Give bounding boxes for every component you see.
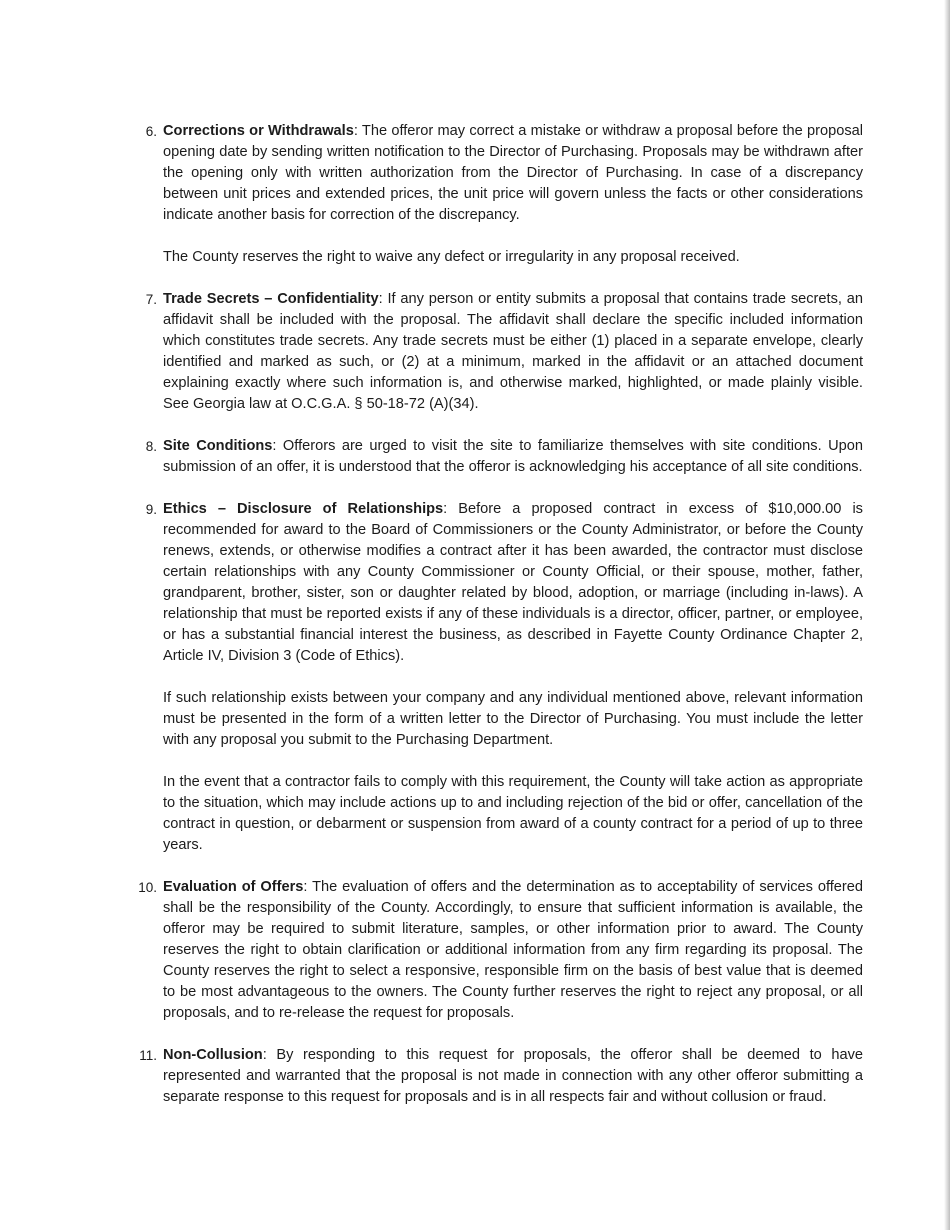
item-heading: Corrections or Withdrawals [163, 123, 354, 139]
item-number: 10. [138, 880, 157, 895]
item-heading: Site Conditions [163, 438, 273, 454]
item-text: : The offeror may correct a mistake or withdraw a proposal before the proposal opening date by sending written notification to the Director of Purchasing. Proposals may be withdrawn after the opening only with written authorization from the Director of Purchasing. In case of a discrepancy between unit prices and extended prices, the unit price will govern unless the facts or other considerations indicate another basis for correction of the discrepancy. [163, 123, 864, 223]
item-text: : Before a proposed contract in excess of $10,000.00 is recommended for award to the Board of Commissioners or the County Administrator, or before the County renews, extends, or otherwise modifies a contract after it has been awarded, the contractor must disclose certain relationships with any County Commissioner or County Official, or their spouse, mother, father, grandparent, brother, sister, son or daughter related by blood, adoption, or marriage (including in-laws). A relationship that must be reported exists if any of these individuals is a director, officer, partner, or employee, or has a substantial financial interest the business, as described in Fayette County Ordinance Chapter 2, Article IV, Division 3 (Code of Ethics). [163, 501, 863, 664]
list-item-9 [145, 499, 863, 856]
item-heading: Evaluation of Offers [163, 879, 304, 895]
list-item-6 [145, 121, 864, 268]
item-number: 7. [145, 292, 157, 307]
item-number: 9. [145, 502, 157, 517]
item-text: : If any person or entity submits a proposal that contains trade secrets, an affidavit shall be included with the proposal. The affidavit shall declare the specific included information which constitutes trade secrets. Any trade secrets must be either (1) placed in a separate envelope, clearly identified and marked as such, or (2) at a minimum, marked in the affidavit or an attached document explaining exactly where such information is, and otherwise marked, highlighted, or made plainly visible. See Georgia law at O.C.G.A. § 50-18-72 (A)(34). [163, 291, 863, 412]
item-number: 8. [145, 439, 157, 454]
item-number: 11. [139, 1048, 157, 1063]
item-number: 6. [145, 124, 157, 139]
item-text: : The evaluation of offers and the determination as to acceptability of services offered shall be the responsibility of the County. Accordingly, to ensure that sufficient information is available, the offeror may be required to submit literature, samples, or other information prior to award. The County reserves the right to obtain clarification or additional information from any firm regarding its proposal. The County reserves the right to select a responsive, responsible firm on the basis of best value that is deemed to be most advantageous to the owners. The County further reserves the right to reject any proposal, or all proposals, and to re-release the request for proposals. [163, 879, 863, 1021]
item-heading: Ethics – Disclosure of Relationships [163, 501, 444, 517]
list-item-10 [138, 877, 863, 1024]
item-heading: Non-Collusion [163, 1047, 263, 1063]
numbered-list [0, 121, 950, 1108]
list-item-7 [145, 289, 863, 415]
list-item-8 [145, 436, 863, 478]
item-paragraph: If such relationship exists between your company and any individual mentioned above, relevant information must be presented in the form of a written letter to the Director of Purchasing. You must include the letter with any proposal you submit to the Purchasing Department. [163, 690, 863, 748]
item-text: : By responding to this request for proposals, the offeror shall be deemed to have represented and warranted that the proposal is not made in connection with any other offeror submitting a separate response to this request for proposals and is in all respects fair and without collusion or fraud. [163, 1047, 863, 1105]
item-text: : Offerors are urged to visit the site to familiarize themselves with site conditions. Upon submission of an offer, it is understood that the offeror is acknowledging his acceptance of all site conditions. [163, 438, 863, 475]
item-paragraph: The County reserves the right to waive any defect or irregularity in any proposal received. [163, 249, 740, 265]
list-item-11 [139, 1045, 863, 1108]
item-heading: Trade Secrets – Confidentiality [163, 291, 379, 307]
item-paragraph: In the event that a contractor fails to comply with this requirement, the County will take action as appropriate to the situation, which may include actions up to and including rejection of the bid or offer, cancellation of the contract in question, or debarment or suspension from award of a county contract for a period of up to three years. [163, 774, 863, 853]
